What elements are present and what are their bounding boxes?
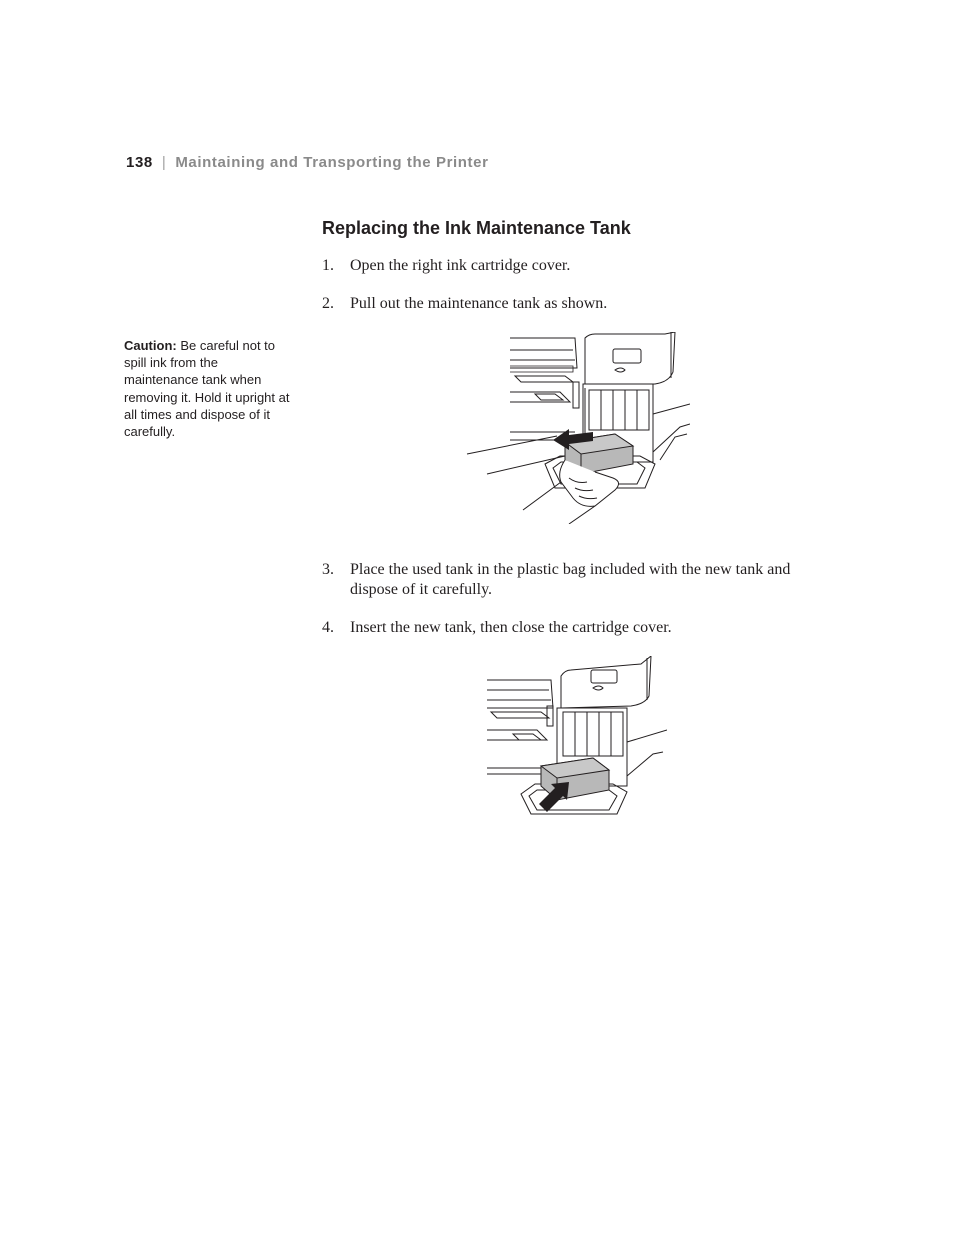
header-separator: | (161, 154, 167, 171)
step-item (322, 294, 822, 314)
step-text: Insert the new tank, then close the cartridge cover. (350, 619, 672, 636)
step-number: 1. (322, 257, 334, 274)
step-item (322, 618, 822, 638)
page-number: 138 (126, 154, 153, 171)
step-number: 2. (322, 295, 334, 312)
insert-tank-illustration (485, 656, 667, 818)
chapter-title: Maintaining and Transporting the Printer (175, 154, 489, 171)
caution-note (124, 337, 292, 440)
remove-tank-illustration (465, 332, 690, 524)
step-item (322, 256, 822, 276)
running-header (126, 154, 489, 171)
step-item (322, 560, 817, 600)
caution-text: Be careful not to spill ink from the maintenance tank when removing it. Hold it upright at all times and dispose of it carefully. (124, 338, 290, 440)
step-number: 4. (322, 619, 334, 636)
caution-label: Caution: (124, 338, 177, 353)
step-text: Place the used tank in the plastic bag included with the new tank and dispose of it carefully. (350, 561, 791, 598)
step-text: Pull out the maintenance tank as shown. (350, 295, 608, 312)
section-title: Replacing the Ink Maintenance Tank (322, 218, 631, 238)
step-text: Open the right ink cartridge cover. (350, 257, 571, 274)
step-number: 3. (322, 561, 334, 578)
